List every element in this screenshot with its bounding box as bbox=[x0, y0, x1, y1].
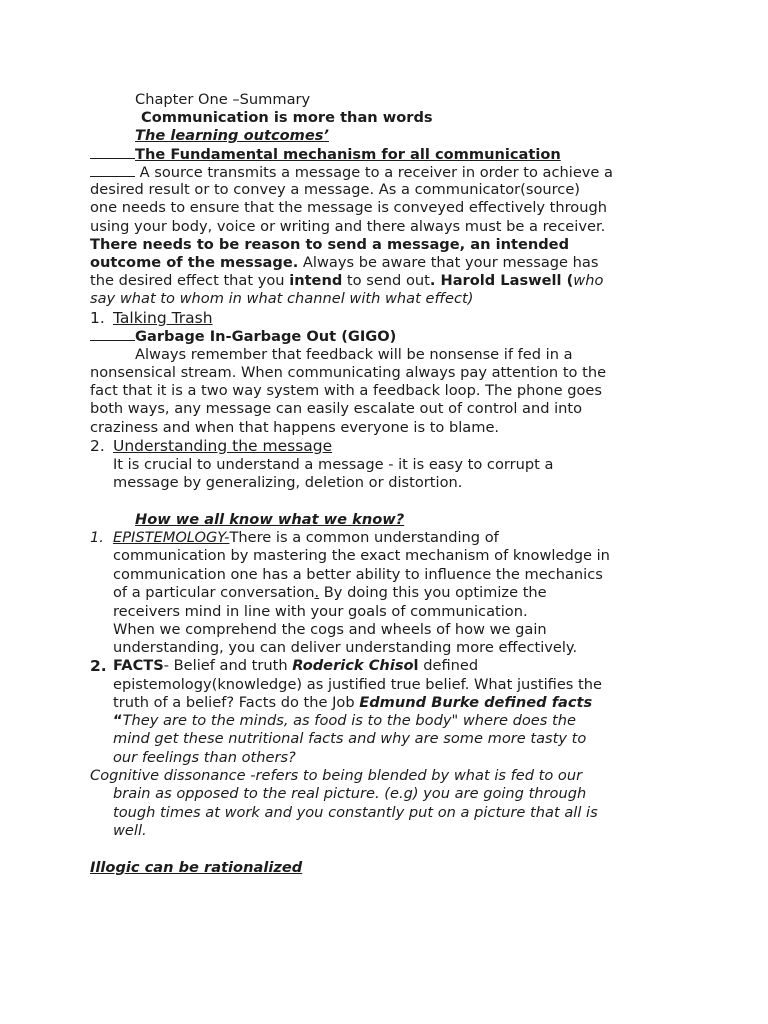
paragraph-line: Always remember that feedback will be nonsense if fed in a bbox=[135, 346, 573, 363]
chapter-subtitle: Communication is more than words bbox=[141, 109, 433, 126]
gigo-title: Garbage In-Garbage Out (GIGO) bbox=[135, 328, 397, 345]
learning-outcomes-heading: The learning outcomes’ bbox=[135, 127, 329, 144]
quote-line: our feelings than others? bbox=[113, 749, 296, 766]
facts-term: FACTS bbox=[113, 657, 164, 674]
talking-trash-heading bbox=[90, 309, 213, 327]
gigo-heading bbox=[90, 327, 396, 346]
how-we-know-heading: How we all know what we know? bbox=[135, 511, 405, 528]
paragraph-line: desired result or to convey a message. As a communicator(source) bbox=[90, 181, 580, 198]
understanding-heading bbox=[90, 437, 333, 455]
author-name: Roderick Chiso bbox=[292, 657, 414, 674]
paragraph-line: craziness and when that happens everyone is to blame. bbox=[90, 419, 500, 436]
quote-line: say what to whom in what channel with what effect) bbox=[90, 290, 474, 307]
illogic-heading: Illogic can be rationalized bbox=[90, 859, 303, 876]
quote-line: mind get these nutritional facts and why are some more tasty to bbox=[113, 730, 587, 747]
list-number: 2. bbox=[90, 657, 107, 675]
section-fundamental-heading bbox=[90, 145, 561, 164]
blank-line bbox=[90, 327, 135, 341]
paragraph-line: outcome of the message. Always be aware that your message has bbox=[90, 254, 599, 271]
blank-line bbox=[90, 163, 135, 177]
paragraph-line: understanding, you can deliver understanding more effectively. bbox=[113, 639, 578, 656]
paragraph-line: epistemology(knowledge) as justified true belief. What justifies the bbox=[113, 676, 603, 693]
understanding-title: Understanding the message bbox=[113, 437, 333, 455]
quote-line: “They are to the minds, as food is to the body" where does the bbox=[113, 712, 576, 729]
paragraph-line: communication one has a better ability to influence the mechanics bbox=[113, 566, 603, 583]
paragraph-line: message by generalizing, deletion or distortion. bbox=[113, 474, 463, 491]
epistemology-line: 1. EPISTEMOLOGY-There is a common understanding of bbox=[90, 529, 499, 546]
paragraph-line: It is crucial to understand a message - it is easy to corrupt a bbox=[113, 456, 554, 473]
paragraph-line: both ways, any message can easily escalate out of control and into bbox=[90, 400, 583, 417]
facts-line: 2. FACTS- Belief and truth Roderick Chisol defined bbox=[90, 657, 479, 675]
author-name: . Harold Laswell ( bbox=[429, 272, 574, 289]
paragraph-line: the desired effect that you intend to send out. Harold Laswell (who bbox=[90, 272, 604, 289]
paragraph-line: well. bbox=[113, 822, 147, 839]
cognitive-dissonance-line: Cognitive dissonance -refers to being blended by what is fed to our bbox=[90, 767, 583, 784]
open-quote-mark: “ bbox=[113, 712, 123, 729]
paragraph-line: tough times at work and you constantly put on a picture that all is bbox=[113, 804, 598, 821]
talking-trash-title: Talking Trash bbox=[113, 309, 213, 327]
paragraph-line: of a particular conversation. By doing this you optimize the bbox=[113, 584, 547, 601]
paragraph-line: When we comprehend the cogs and wheels of how we gain bbox=[113, 621, 547, 638]
paragraph-line: nonsensical stream. When communicating always pay attention to the bbox=[90, 364, 607, 381]
paragraph-line: truth of a belief? Facts do the Job Edmund Burke defined facts bbox=[113, 694, 593, 711]
emphasis-line: There needs to be reason to send a message, an intended bbox=[90, 236, 570, 253]
paragraph-line: A source transmits a message to a receiver in order to achieve a bbox=[90, 163, 613, 182]
paragraph-line: using your body, voice or writing and there always must be a receiver. bbox=[90, 218, 606, 235]
list-number: 2. bbox=[90, 437, 105, 455]
section-fundamental-title: The Fundamental mechanism for all communication bbox=[135, 146, 561, 163]
paragraph-line: one needs to ensure that the message is conveyed effectively through bbox=[90, 199, 607, 216]
paragraph-line: fact that it is a two way system with a feedback loop. The phone goes bbox=[90, 382, 602, 399]
list-number: 1. bbox=[90, 529, 104, 546]
author-name: Edmund Burke defined facts bbox=[359, 694, 593, 711]
blank-line bbox=[90, 145, 135, 159]
paragraph-line: receivers mind in line with your goals of communication. bbox=[113, 603, 528, 620]
paragraph-line: brain as opposed to the real picture. (e.g) you are going through bbox=[113, 785, 587, 802]
paragraph-line: communication by mastering the exact mechanism of knowledge in bbox=[113, 547, 610, 564]
list-number: 1. bbox=[90, 309, 105, 327]
epistemology-term: EPISTEMOLOGY- bbox=[113, 529, 230, 546]
chapter-title: Chapter One –Summary bbox=[135, 91, 311, 108]
